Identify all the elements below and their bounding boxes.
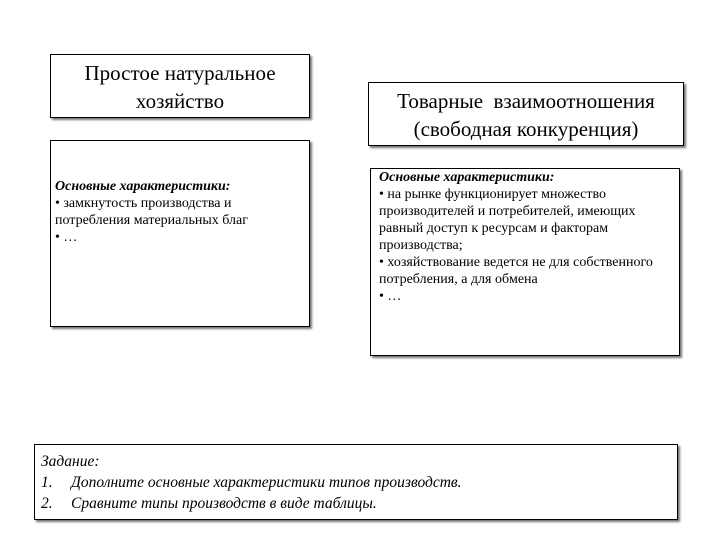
- natural-characteristic-item: • …: [55, 230, 78, 245]
- natural-economy-title-box: [50, 54, 310, 118]
- market-relations-title-line-2: (свободная конкуренция): [413, 117, 639, 141]
- natural-characteristic-item: • замкнутость производства и потребления материальных благ: [55, 196, 248, 228]
- market-relations-title-line-1: Товарные взаимоотношения: [397, 89, 655, 113]
- natural-economy-characteristics-box: [50, 140, 310, 327]
- market-relations-characteristics-box: [370, 168, 680, 356]
- task-box: [34, 444, 678, 520]
- market-characteristic-item: • хозяйствование ведется не для собственного потребления, а для обмена: [379, 255, 653, 287]
- task-item: [41, 472, 671, 493]
- market-characteristic-item: • …: [379, 289, 402, 304]
- market-characteristic-item: • на рынке функционирует множество производителей и потребителей, имеющих равный доступ к ресурсам и факторам производства;: [379, 187, 636, 253]
- task-item-number: 1.: [41, 474, 53, 491]
- natural-economy-title-line-1: Простое натуральное: [84, 61, 276, 85]
- task-item-text: Дополните основные характеристики типов производств.: [71, 474, 462, 491]
- task-heading: Задание:: [41, 453, 100, 470]
- task-item-number: 2.: [41, 495, 53, 512]
- market-relations-title-box: [368, 82, 684, 146]
- task-item: [41, 493, 671, 514]
- task-item-text: Сравните типы производств в виде таблицы.: [71, 495, 377, 512]
- natural-characteristics-heading: Основные характеристики:: [55, 179, 231, 194]
- market-characteristics-heading: Основные характеристики:: [379, 170, 555, 185]
- natural-economy-title-line-2: хозяйство: [135, 89, 225, 113]
